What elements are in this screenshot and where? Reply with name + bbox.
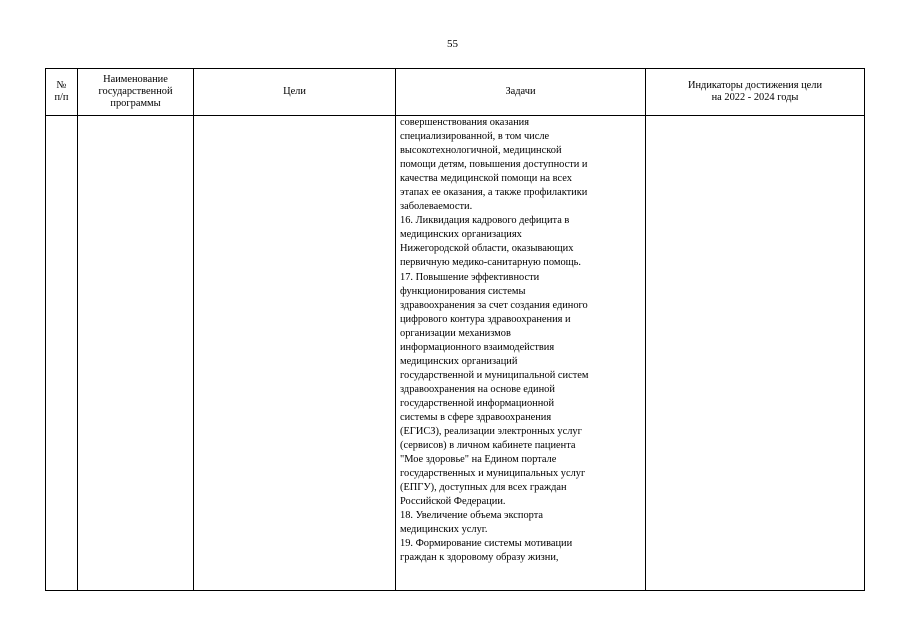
header-num <box>46 69 78 116</box>
task-line: медицинских организаций <box>400 355 518 367</box>
task-line: качества медицинской помощи на всех <box>400 173 572 185</box>
task-line: государственной информационной <box>400 397 555 409</box>
task-line: специализированной, в том числе <box>400 131 550 143</box>
task-line: медицинских услуг. <box>400 524 488 536</box>
task-line: государственной и муниципальной систем <box>400 369 589 381</box>
task-line: граждан к здоровому образу жизни, <box>400 552 559 564</box>
task-line: Нижегородской области, оказывающих <box>400 243 574 255</box>
task-line: помощи детям, повышения доступности и <box>400 159 588 171</box>
task-line: заболеваемости. <box>400 201 473 213</box>
header-tasks: Задачи <box>396 69 646 116</box>
header-indicators-line: на 2022 - 2024 годы <box>711 92 799 103</box>
task-line: "Мое здоровье" на Едином портале <box>400 454 557 466</box>
page-number: 55 <box>447 38 458 50</box>
cell-indicators <box>646 116 865 591</box>
task-line: государственных и муниципальных услуг <box>400 468 586 480</box>
task-line: этапах ее оказания, а также профилактики <box>400 187 588 199</box>
task-line: информационного взаимодействия <box>400 341 555 353</box>
table-row <box>46 116 865 591</box>
header-num-line: № <box>56 80 67 91</box>
task-line: здравоохранения на основе единой <box>400 383 555 395</box>
task-line: (сервисов) в личном кабинете пациента <box>400 440 576 452</box>
cell-program <box>78 116 194 591</box>
task-line: организации механизмов <box>400 327 511 339</box>
task-line: (ЕГИСЗ), реализации электронных услуг <box>400 426 582 438</box>
header-indicators-line: Индикаторы достижения цели <box>687 80 823 91</box>
task-line: Российской Федерации. <box>400 496 506 508</box>
cell-tasks <box>396 116 646 591</box>
task-line: совершенствования оказания <box>400 117 530 128</box>
task-line: цифрового контура здравоохранения и <box>400 313 571 325</box>
header-num-line: п/п <box>54 92 69 103</box>
header-goals: Цели <box>194 69 396 116</box>
task-line: первичную медико-санитарную помощь. <box>400 257 581 269</box>
task-line: функционирования системы <box>400 285 526 297</box>
task-line: (ЕПГУ), доступных для всех граждан <box>400 482 567 494</box>
programs-table <box>45 68 865 591</box>
task-line: здравоохранения за счет создания единого <box>400 299 588 311</box>
header-indicators <box>646 69 865 116</box>
task-line: системы в сфере здравоохранения <box>400 411 552 423</box>
header-program <box>78 69 194 116</box>
task-line: 17. Повышение эффективности <box>400 271 540 283</box>
header-program-line: государственной <box>98 86 173 97</box>
cell-num <box>46 116 78 591</box>
task-line: 18. Увеличение объема экспорта <box>400 510 544 522</box>
header-program-line: программы <box>110 98 161 109</box>
cell-goals <box>194 116 396 591</box>
table-header-row <box>46 69 865 116</box>
header-program-line: Наименование <box>103 74 168 85</box>
task-line: 19. Формирование системы мотивации <box>400 538 573 550</box>
tasks-text <box>396 116 645 590</box>
task-line: медицинских организациях <box>400 229 522 241</box>
task-line: 16. Ликвидация кадрового дефицита в <box>400 215 570 227</box>
task-line: высокотехнологичной, медицинской <box>400 145 562 157</box>
